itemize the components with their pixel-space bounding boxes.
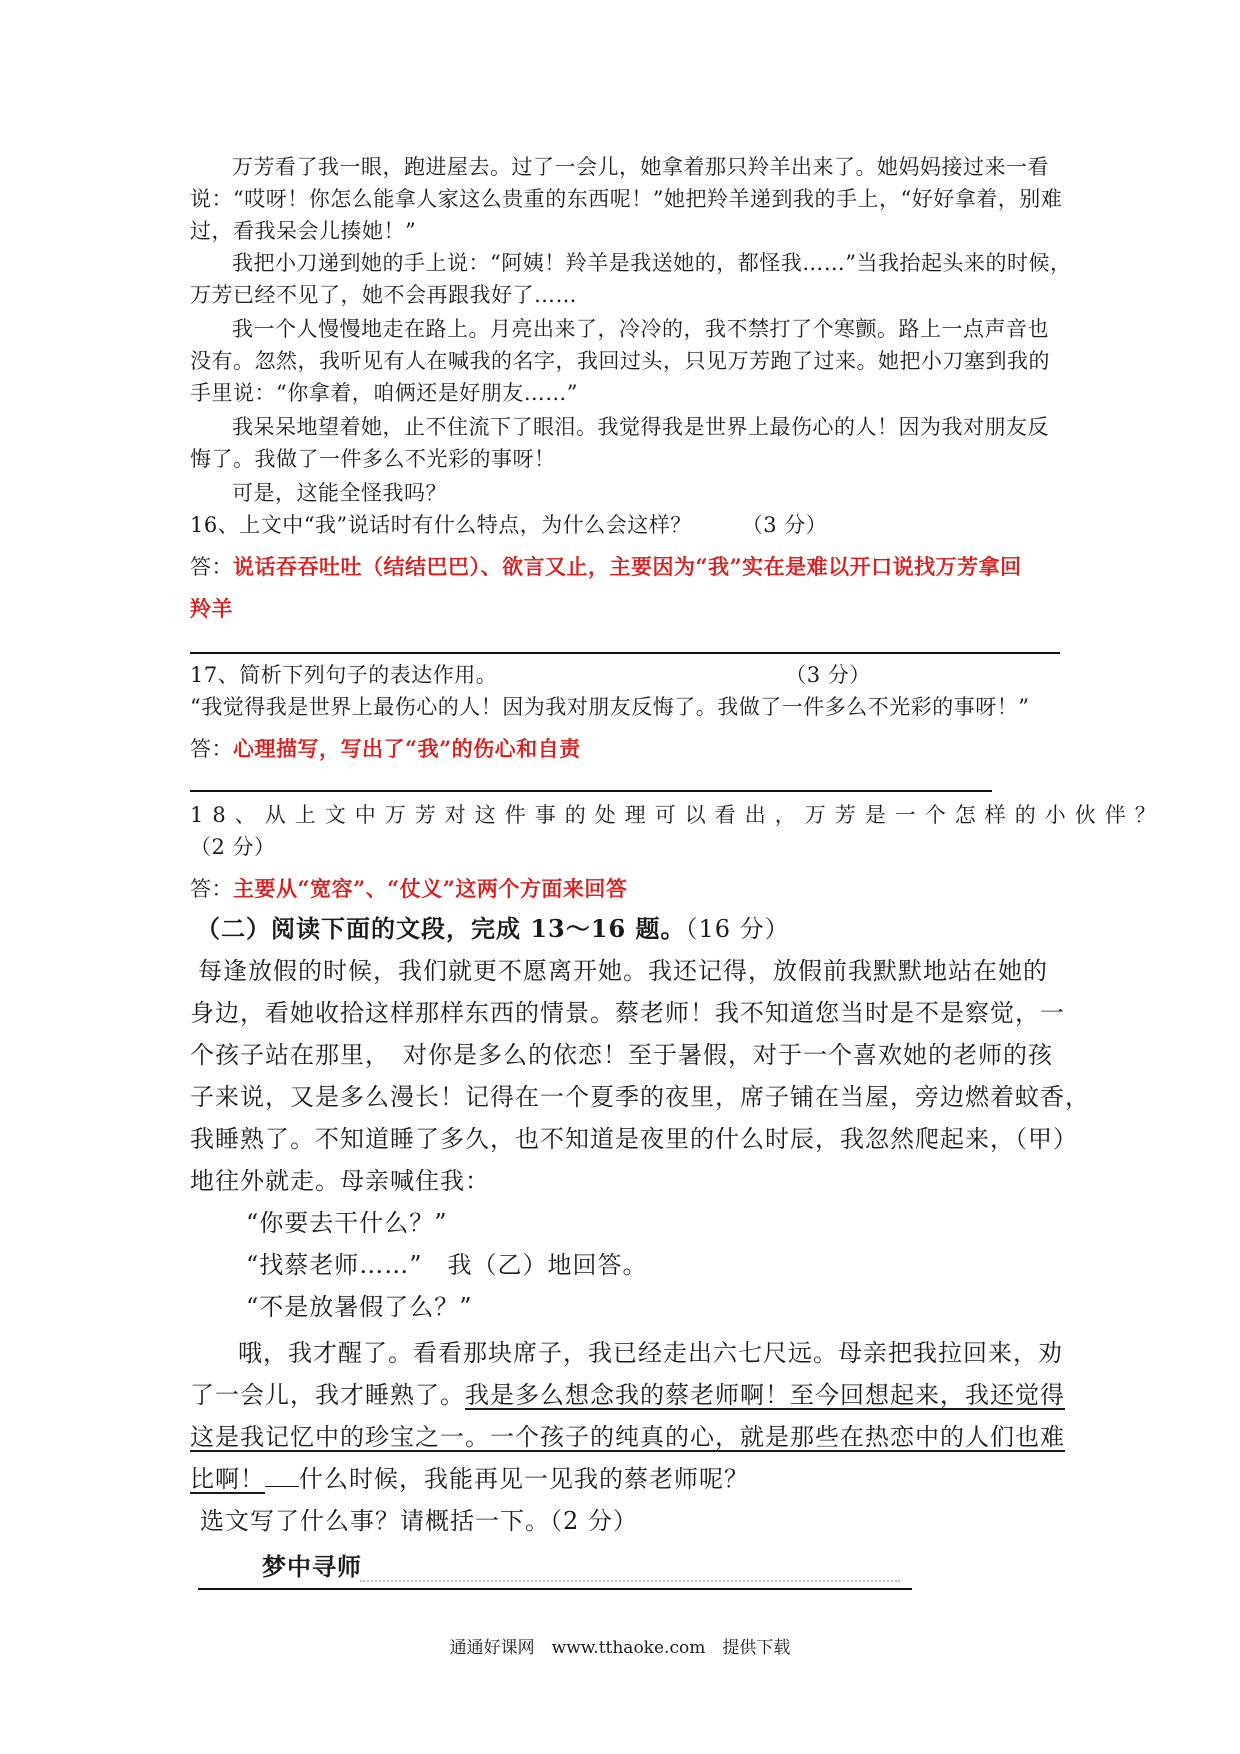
dialog-line: “不是放暑假了么？”	[246, 1293, 473, 1321]
section-2-score: （16 分）	[685, 915, 790, 943]
question-16-score: （3 分）	[741, 513, 828, 537]
question-18-score: （2 分）	[190, 835, 276, 859]
answer-16	[190, 552, 1060, 582]
section2-line: 地往外就走。母亲喊住我：	[190, 1167, 490, 1195]
passage1-line: 我一个人慢慢地走在路上。月亮出来了，冷冷的，我不禁打了个寒颤。路上一点声音也	[232, 317, 1049, 341]
answer-summary: 梦中寻师	[262, 1552, 362, 1581]
section2-line: 每逢放假的时候，我们就更不愿离开她。我还记得，放假前我默默地站在她的	[198, 957, 1048, 985]
answer-17-text: 心理描写，写出了“我”的伤心和自责	[233, 736, 581, 761]
passage1-line: 我把小刀递到她的手上说：“阿姨！羚羊是我送她的，都怪我……”当我抬起头来的时候，	[232, 251, 1072, 275]
answer-16-text-cont: 羚羊	[190, 596, 233, 621]
para2-text: 了一会儿，我才睡熟了。	[190, 1381, 465, 1409]
dialog-line: “你要去干什么？”	[246, 1209, 448, 1237]
passage1-line: 万芳看了我一眼，跑进屋去。过了一会儿，她拿着那只羚羊出来了。她妈妈接过来一看	[232, 155, 1049, 179]
answer-label: 答：	[190, 555, 233, 579]
section-2-heading	[196, 910, 1066, 948]
answer-18	[190, 874, 1060, 904]
para2-text: 什么时候，我能再见一见我的蔡老师呢？	[299, 1465, 749, 1493]
question-17-text: 17、简析下列句子的表达作用。	[190, 663, 498, 687]
section2-line: 我睡熟了。不知道睡了多久，也不知道是夜里的什么时辰，我忽然爬起来，（甲）	[190, 1125, 1078, 1153]
answer-rule	[198, 1588, 912, 1590]
answer-17	[190, 734, 1060, 764]
answer-rule	[190, 652, 1060, 654]
section2-para2-line	[190, 1376, 1065, 1414]
answer-16-text: 说话吞吞吐吐（结结巴巴）、欲言又止，主要因为“我”实在是难以开口说找万芳拿回	[233, 554, 1022, 579]
section2-line: 子来说，又是多么漫长！记得在一个夏季的夜里，席子铺在当屋，旁边燃着蚊香，	[190, 1083, 1090, 1111]
answer-label: 答：	[190, 877, 233, 901]
passage1-line: 悔了。我做了一件多么不光彩的事呀！	[190, 447, 556, 471]
question-summary: 选文写了什么事？请概括一下。（2 分）	[200, 1507, 638, 1535]
footer-source: 通通好课网 www.tthaoke.com 提供下载	[449, 1638, 791, 1658]
answer-18-text: 主要从“宽容”、“仗义”这两个方面来回答	[233, 876, 628, 901]
answer-label: 答：	[190, 737, 233, 761]
underlined-sentence: 我是多么想念我的蔡老师啊！至今回想起来，我还觉得	[465, 1381, 1065, 1409]
section2-para2-line	[190, 1460, 1060, 1498]
answer-16-cont	[190, 594, 1060, 624]
passage1-line: 我呆呆地望着她，止不住流下了眼泪。我觉得我是世界上最伤心的人！因为我对朋友反	[232, 415, 1049, 439]
question-17-score: （3 分）	[785, 663, 871, 687]
underlined-sentence: 比啊！	[190, 1465, 265, 1493]
question-17	[190, 660, 1060, 690]
underlined-sentence: 这是我记忆中的珍宝之一。一个孩子的纯真的心，就是那些在热恋中的人们也难	[190, 1423, 1065, 1451]
passage1-line: 万芳已经不见了，她不会再跟我好了……	[190, 283, 577, 307]
section2-para2-line: 哦，我才醒了。看看那块席子，我已经走出六七尺远。母亲把我拉回来，劝	[238, 1339, 1063, 1367]
answer-rule	[190, 790, 992, 792]
question-16-text: 16、上文中“我”说话时有什么特点，为什么会这样？	[190, 513, 692, 537]
passage1-line: 手里说：“你拿着，咱俩还是好朋友……”	[190, 381, 578, 405]
passage1-line: 没有。忽然，我听见有人在喊我的名字，我回过头，只见万芳跑了过来。她把小刀塞到我的	[190, 349, 1050, 373]
passage1-line: 可是，这能全怪我吗？	[232, 481, 447, 505]
question-18: 18、从上文中万芳对这件事的处理可以看出，万芳是一个怎样的小伙伴？	[190, 803, 1165, 827]
question-17-quote: “我觉得我是世界上最伤心的人！因为我对朋友反悔了。我做了一件多么不光彩的事呀！”	[190, 695, 1030, 719]
section-2-title: （二）阅读下面的文段，完成 13～16 题。	[196, 914, 686, 943]
passage1-line: 说：“哎呀！你怎么能拿人家这么贵重的东西呢！”她把羚羊递到我的手上，“好好拿着，别难	[190, 187, 1063, 211]
dialog-line: “找蔡老师……” 我（乙）地回答。	[246, 1251, 648, 1279]
question-16	[190, 510, 1060, 540]
section2-line: 身边，看她收拾这样那样东西的情景。蔡老师！我不知道您当时是不是察觉，一	[190, 999, 1065, 1027]
section2-line: 个孩子站在那里， 对你是多么的依恋！至于暑假，对于一个喜欢她的老师的孩	[190, 1041, 1053, 1069]
passage1-line: 过，看我呆会儿揍她！”	[190, 219, 417, 243]
